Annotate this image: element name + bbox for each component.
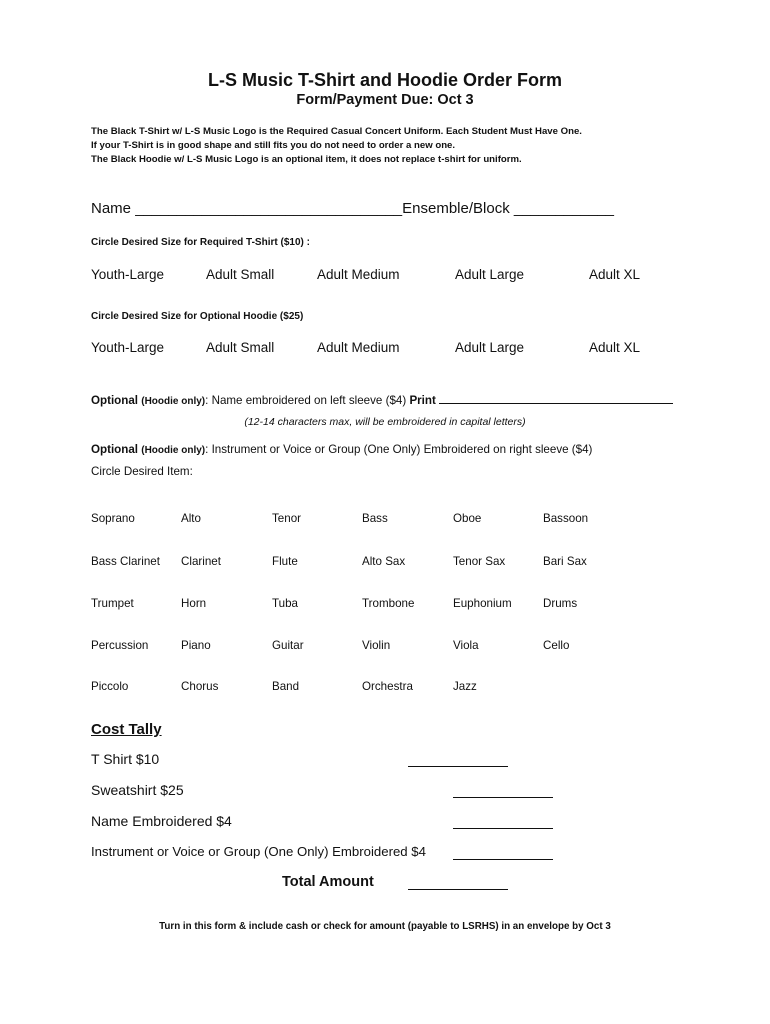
tshirt-size-adult-xl[interactable]: Adult XL [589,267,641,282]
print-label: Print [409,394,436,407]
name-embroidery-text: : Name embroidered on left sleeve ($4) [205,394,407,407]
total-amount-label: Total Amount [282,874,374,890]
tally-instrument-embroidered-label: Instrument or Voice or Group (One Only) Embroidered $4 [91,844,426,859]
instrument-trumpet[interactable]: Trumpet [91,597,134,610]
instrument-chorus[interactable]: Chorus [181,680,219,693]
instrument-embroidery-row [91,443,592,456]
hoodie-size-adult-xl[interactable]: Adult XL [589,340,641,355]
tshirt-size-adult-medium[interactable]: Adult Medium [317,267,400,282]
instrument-oboe[interactable]: Oboe [453,512,482,525]
instrument-guitar[interactable]: Guitar [272,639,304,652]
instrument-viola[interactable]: Viola [453,639,479,652]
instrument-bass-clarinet[interactable]: Bass Clarinet [91,555,160,568]
hoodie-size-youth-large[interactable]: Youth-Large [91,340,165,355]
instrument-violin[interactable]: Violin [362,639,391,652]
instrument-flute[interactable]: Flute [272,555,298,568]
tally-instrument-embroidered-field[interactable] [453,859,553,860]
page-title: L-S Music T-Shirt and Hoodie Order Form [207,70,563,90]
optional-label: Optional [91,394,139,407]
instrument-drums[interactable]: Drums [543,597,578,610]
instrument-soprano[interactable]: Soprano [91,512,135,525]
tally-tshirt-label: T Shirt $10 [91,751,160,767]
instrument-tenor-sax[interactable]: Tenor Sax [453,555,506,568]
instrument-alto-sax[interactable]: Alto Sax [362,555,406,568]
name-embroidery-row [91,391,673,407]
hoodie-size-adult-small[interactable]: Adult Small [206,340,275,355]
instrument-alto[interactable]: Alto [181,512,201,525]
tally-name-embroidered-label: Name Embroidered $4 [91,813,232,829]
hoodie-size-adult-medium[interactable]: Adult Medium [317,340,400,355]
hoodie-only-label: (Hoodie only) [141,396,206,407]
tshirt-size-adult-large[interactable]: Adult Large [455,267,525,282]
tally-tshirt-field[interactable] [408,766,508,767]
instrument-band[interactable]: Band [272,680,300,693]
instrument-horn[interactable]: Horn [181,597,207,610]
instrument-tuba[interactable]: Tuba [272,597,298,610]
hoodie-only-label: (Hoodie only) [141,445,206,456]
instrument-tenor[interactable]: Tenor [272,512,302,525]
circle-item-label: Circle Desired Item: [91,465,193,478]
notice-hoodie: The Black Hoodie w/ L-S Music Logo is an optional item, it does not replace t-shirt for uniform. [91,154,522,165]
name-row [91,200,614,217]
instrument-piano[interactable]: Piano [181,639,211,652]
tshirt-size-youth-large[interactable]: Youth-Large [91,267,165,282]
tshirt-size-adult-small[interactable]: Adult Small [206,267,275,282]
optional-label: Optional [91,443,139,456]
cost-tally-heading: Cost Tally [91,721,162,738]
notice-tshirt: If your T-Shirt is in good shape and still fits you do not need to order a new one. [91,140,456,151]
hoodie-size-label: Circle Desired Size for Optional Hoodie ($25) [91,311,304,322]
instrument-bari-sax[interactable]: Bari Sax [543,555,587,568]
footer-instructions: Turn in this form & include cash or check for amount (payable to LSRHS) in an envelope by Oct 3 [159,921,611,932]
instrument-orchestra[interactable]: Orchestra [362,680,413,693]
tally-sweatshirt-field[interactable] [453,797,553,798]
ensemble-label: Ensemble/Block [402,200,510,217]
print-name-field[interactable] [439,391,673,404]
hoodie-size-adult-large[interactable]: Adult Large [455,340,525,355]
instrument-clarinet[interactable]: Clarinet [181,555,221,568]
instrument-trombone[interactable]: Trombone [362,597,415,610]
tally-sweatshirt-label: Sweatshirt $25 [91,782,184,798]
instrument-embroidery-text: : Instrument or Voice or Group (One Only) Embroidered on right sleeve ($4) [205,443,593,456]
instrument-euphonium[interactable]: Euphonium [453,597,512,610]
instrument-bass[interactable]: Bass [362,512,388,525]
name-field[interactable]: ________________________________ [135,200,403,217]
notice-uniform: The Black T-Shirt w/ L-S Music Logo is the Required Casual Concert Uniform. Each Student Must Have One. [91,126,582,137]
instrument-cello[interactable]: Cello [543,639,570,652]
tshirt-size-label: Circle Desired Size for Required T-Shirt ($10) : [91,237,310,248]
embroidery-note: (12-14 characters max, will be embroidered in capital letters) [244,416,526,428]
instrument-bassoon[interactable]: Bassoon [543,512,589,525]
page-subtitle: Form/Payment Due: Oct 3 [296,92,474,108]
total-amount-field[interactable] [408,889,508,890]
instrument-jazz[interactable]: Jazz [453,680,477,693]
tally-name-embroidered-field[interactable] [453,828,553,829]
ensemble-field[interactable]: ____________ [513,200,614,217]
instrument-percussion[interactable]: Percussion [91,639,149,652]
instrument-piccolo[interactable]: Piccolo [91,680,129,693]
name-label: Name [91,200,132,217]
